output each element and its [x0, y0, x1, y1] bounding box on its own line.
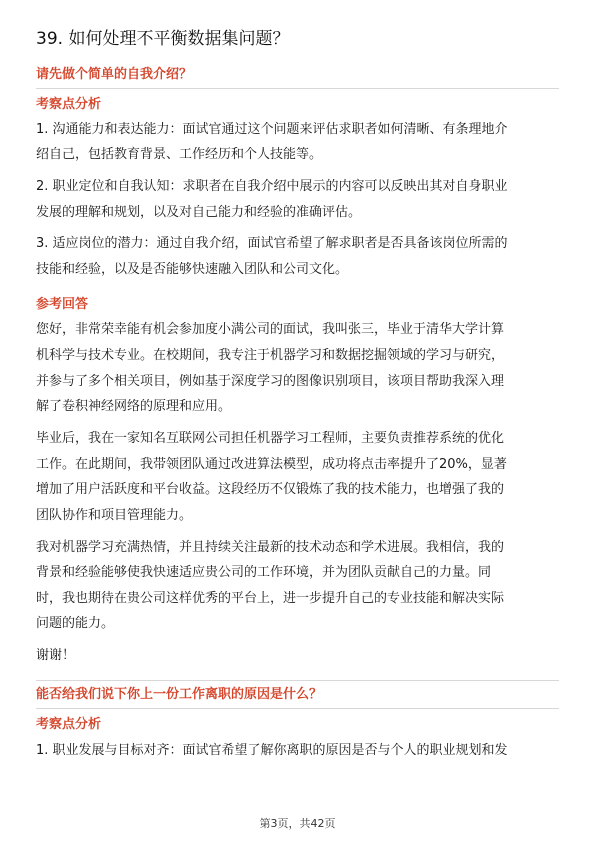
question-heading: 请先做个简单的自我介绍？ — [36, 67, 193, 82]
answer-line: 工作。在此期间，我带领团队通过改进算法模型，成功将点击率提升了20%，显著 — [36, 457, 507, 472]
answer-line: 问题的能力。 — [36, 616, 115, 631]
answer-line: 谢谢！ — [36, 648, 76, 663]
divider — [36, 708, 559, 709]
analysis-line: 发展的理解和规划，以及对自己能力和经验的准确评估。 — [36, 205, 362, 220]
divider — [36, 680, 559, 681]
analysis-line: 2. 职业定位和自我认知：求职者在自我介绍中展示的内容可以反映出其对自身职业 — [36, 179, 508, 194]
answer-line: 团队协作和项目管理能力。 — [36, 508, 193, 523]
answer-line: 机科学与技术专业。在校期间，我专注于机器学习和数据挖掘领域的学习与研究， — [36, 348, 505, 363]
answer-heading: 参考回答 — [36, 297, 89, 312]
answer-line: 毕业后，我在一家知名互联网公司担任机器学习工程师，主要负责推荐系统的优化 — [36, 431, 505, 446]
analysis-line: 绍自己，包括教育背景、工作经历和个人技能等。 — [36, 147, 323, 162]
analysis-line: 技能和经验，以及是否能够快速融入团队和公司文化。 — [36, 262, 349, 277]
answer-line: 背景和经验能够使我快速适应贵公司的工作环境，并为团队贡献自己的力量。同 — [36, 565, 492, 580]
question-heading: 能否给我们说下你上一份工作离职的原因是什么？ — [36, 687, 323, 702]
answer-line: 增加了用户活跃度和平台收益。这段经历不仅锻炼了我的技术能力，也增强了我的 — [36, 482, 505, 497]
analysis-line: 1. 职业发展与目标对齐：面试官希望了解你离职的原因是否与个人的职业规划和发 — [36, 743, 508, 758]
answer-line: 我对机器学习充满热情，并且持续关注最新的技术动态和学术进展。我相信，我的 — [36, 540, 505, 555]
analysis-heading: 考察点分析 — [36, 97, 102, 112]
answer-line: 并参与了多个相关项目，例如基于深度学习的图像识别项目，该项目帮助我深入理 — [36, 374, 505, 389]
analysis-line: 3. 适应岗位的潜力：通过自我介绍，面试官希望了解求职者是否具备该岗位所需的 — [36, 236, 508, 251]
page-title: 39. 如何处理不平衡数据集问题？ — [36, 29, 290, 49]
analysis-line: 1. 沟通能力和表达能力：面试官通过这个问题来评估求职者如何清晰、有条理地介 — [36, 122, 508, 137]
answer-line: 解了卷积神经网络的原理和应用。 — [36, 399, 232, 414]
answer-line: 时，我也期待在贵公司这样优秀的平台上，进一步提升自己的专业技能和解决实际 — [36, 591, 505, 606]
answer-line: 您好，非常荣幸能有机会参加度小满公司的面试，我叫张三，毕业于清华大学计算 — [36, 322, 505, 337]
page-footer: 第3页，共42页 — [259, 817, 336, 830]
divider — [36, 88, 559, 89]
analysis-heading: 考察点分析 — [36, 717, 102, 732]
